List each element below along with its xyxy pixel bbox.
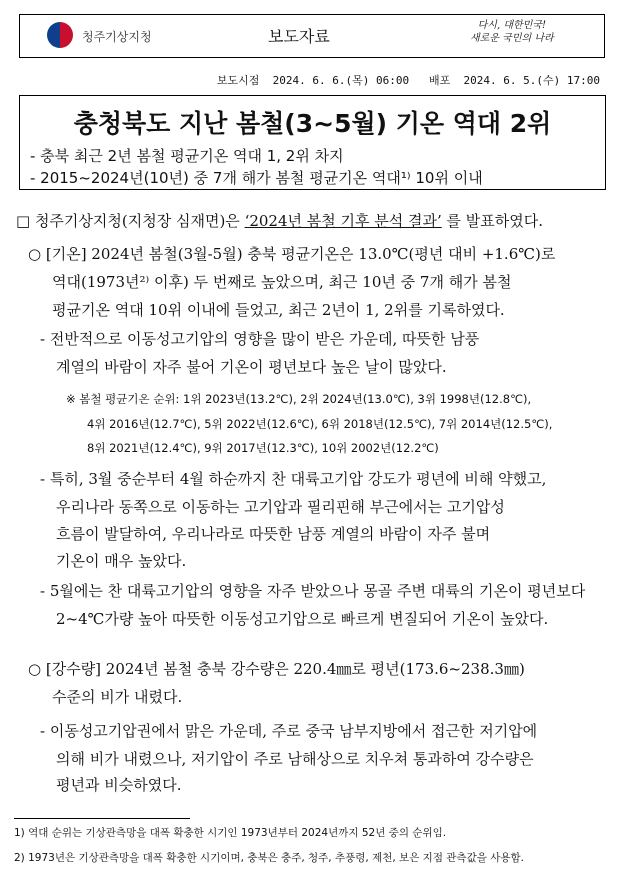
subtitle: - 충북 최근 2년 봄철 평균기온 역대 1, 2위 차지: [30, 147, 344, 165]
ranking-note: 4위 2016년(12.7℃), 5위 2022년(12.6℃), 6위 2018년(12.5℃), 7위 2014년(12.5℃),: [87, 417, 553, 431]
temp-detail-line: - 5월에는 찬 대륙고기압의 영향을 자주 받았으나 몽골 주변 대륙의 기온이 평년보다: [40, 582, 586, 600]
slogan-line: 다시, 대한민국!: [477, 20, 546, 31]
intro-text: 를 발표하였다.: [441, 212, 544, 230]
footnote: 1) 역대 순위는 기상관측망을 대폭 확충한 시기인 1973년부터 2024년까지 52년 중의 순위임.: [14, 827, 447, 839]
distribute-label: 배포: [429, 74, 451, 87]
temp-detail-line: - 전반적으로 이동성고기압의 영향을 많이 받은 가운데, 따뜻한 남풍: [40, 330, 480, 348]
temp-line: 평균기온 역대 10위 이내에 들었고, 최근 2년이 1, 2위를 기록하였다.: [52, 301, 505, 319]
temp-detail-line: 2~4℃가량 높아 따뜻한 이동성고기압으로 빠르게 변질되어 기온이 높았다.: [56, 610, 549, 628]
temp-detail-line: 흐름이 발달하여, 우리나라로 따뜻한 남풍 계열의 바람이 자주 불며: [56, 525, 491, 543]
ranking-note: ※ 봄철 평균기온 순위: 1위 2023년(13.2℃), 2위 2024년(13.0℃), 3위 1998년(12.8℃),: [66, 392, 532, 406]
doc-type: 보도자료: [268, 27, 330, 46]
government-logo-icon: [47, 22, 73, 48]
temp-detail-line: 계열의 바람이 자주 불어 기온이 평년보다 높은 날이 많았다.: [56, 358, 447, 376]
release-date: 2024. 6. 6.(목) 06:00: [272, 74, 410, 87]
page-title: 충청북도 지난 봄철(3~5월) 기온 역대 2위: [73, 109, 552, 138]
footnote: 2) 1973년은 기상관측망을 대폭 확충한 시기이며, 충북은 충주, 청주, 추풍령, 제천, 보은 지점 관측값을 사용함.: [14, 852, 524, 864]
temp-line: 역대(1973년²⁾ 이후) 두 번째로 높았으며, 최근 10년 중 7개 해가 봄철: [52, 273, 512, 291]
intro-paragraph: [16, 210, 543, 231]
subtitle: - 2015~2024년(10년) 중 7개 해가 봄철 평균기온 역대¹⁾ 10위 이내: [30, 169, 483, 187]
rain-line: ○ [강수량] 2024년 봄철 충북 강수량은 220.4㎜로 평년(173.6~238.3㎜): [28, 660, 525, 678]
release-label: 보도시점: [216, 74, 260, 87]
slogan: [470, 19, 554, 45]
temp-line: ○ [기온] 2024년 봄철(3월-5월) 충북 평균기온은 13.0℃(평년 대비 +1.6℃)로: [28, 245, 556, 263]
release-dates: [217, 72, 600, 88]
report-title: ‘2024년 봄철 기후 분석 결과’: [244, 212, 442, 230]
rain-detail-line: 평년과 비슷하였다.: [56, 776, 182, 794]
rain-detail-line: - 이동성고기압권에서 맑은 가운데, 주로 중국 남부지방에서 접근한 저기압에: [40, 722, 538, 740]
temp-detail-line: 우리나라 동쪽으로 이동하는 고기압과 필리핀해 부근에서는 고기압성: [56, 498, 505, 516]
distribute-date: 2024. 6. 5.(수) 17:00: [463, 74, 600, 87]
ranking-note: 8위 2021년(12.4℃), 9위 2017년(12.3℃), 10위 2002년(12.2℃): [87, 441, 439, 455]
org-name: 청주기상지청: [82, 30, 152, 44]
footnote-divider: [14, 818, 190, 819]
temp-detail-line: 기온이 매우 높았다.: [56, 552, 187, 570]
intro-text: □ 청주기상지청(지청장 심재면)은: [16, 212, 245, 230]
rain-line: 수준의 비가 내렸다.: [52, 688, 183, 706]
slogan-line: 새로운 국민의 나라: [470, 33, 554, 44]
temp-detail-line: - 특히, 3월 중순부터 4월 하순까지 찬 대륙고기압 강도가 평년에 비해 약했고,: [40, 470, 547, 488]
rain-detail-line: 의해 비가 내렸으나, 저기압이 주로 남해상으로 치우쳐 통과하여 강수량은: [56, 750, 534, 768]
